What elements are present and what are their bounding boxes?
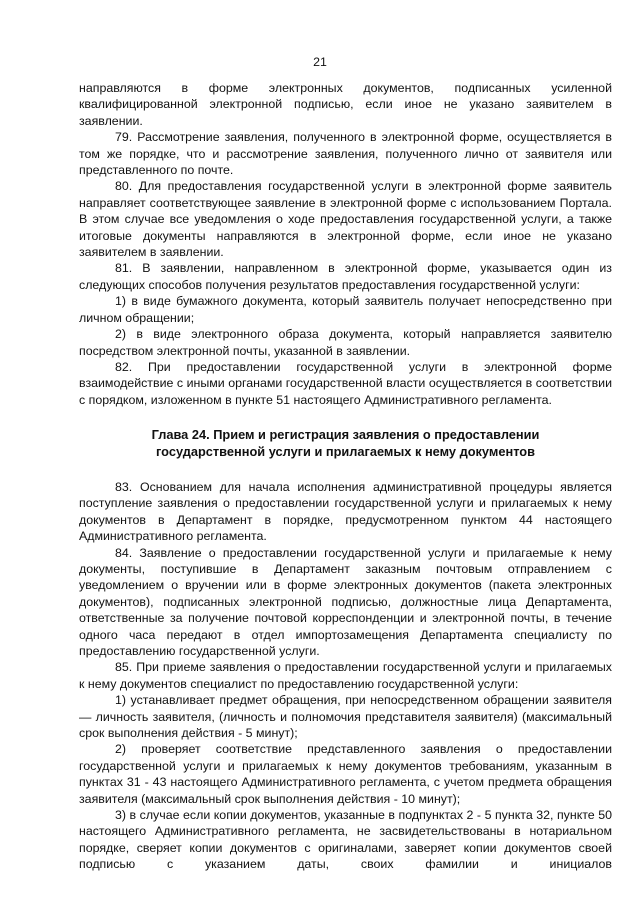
- paragraph: 2) проверяет соответствие представленного заявления о предоставлении государственной услуги и прилагаемых к нему документов требованиям, указанным в пунктах 31 - 43 настоящего Административного регламента, с учетом предмета обращения заявителя (максимальный срок выполнения действия - 10 минут);: [79, 742, 612, 806]
- paragraph: 82. При предоставлении государственной услуги в электронной форме взаимодействие с иными органами государственной власти осуществляется в соответствии с порядком, изложенном в пункте 51 настоящего Административного регламента.: [79, 359, 612, 407]
- paragraph: 1) устанавливает предмет обращения, при непосредственном обращении заявителя — личность заявителя, (личность и полномочия представителя заявителя) (максимальный срок выполнения действия - 5 минут);: [79, 693, 612, 741]
- paragraph: 80. Для предоставления государственной услуги в электронной форме заявитель направляет соответствующее заявление в электронной форме с использованием Портала. В этом случае все уведомления о ходе предоставления государственной услуги, а также итоговые документы направляются в электронной форме, если иное не указано заявителем в заявлении.: [79, 179, 612, 260]
- document-body: [79, 80, 612, 873]
- paragraphs-bottom: [79, 479, 612, 873]
- paragraph: 83. Основанием для начала исполнения административной процедуры является поступление заявления о предоставлении государственной услуги и прилагаемых к нему документов в Департамент в порядке, предусмотренном пунктом 44 настоящего Административного регламента.: [79, 479, 612, 544]
- paragraph: 3) в случае если копии документов, указанные в подпунктах 2 - 5 пункта 32, пункте 50 настоящего Административного регламента, не засвидетельствованы в нотариальном порядке, сверяет копии документов с оригиналами, заверяет копии документов своей подписью с указанием даты, своих фамилии и инициалов: [79, 808, 612, 872]
- chapter-heading: [79, 427, 612, 460]
- paragraph: 84. Заявление о предоставлении государственной услуги и прилагаемые к нему документы, поступившие в Департамент заказным почтовым отправлением с уведомлением о вручении или в форме электронных документов (пакета электронных документов), подписанных электронной подписью, должностные лица Департамента, ответственные за получение почтовой корреспонденции и электронной почты, в течение одного часа передают в отдел импортозамещения Департамента специалисту по предоставлению государственной услуги.: [79, 545, 612, 658]
- paragraph: 2) в виде электронного образа документа, который направляется заявителю посредством электронной почты, указанной в заявлении.: [79, 327, 612, 358]
- chapter-heading-line-2: государственной услуги и прилагаемых к нему документов: [156, 443, 535, 459]
- paragraph: 81. В заявлении, направленном в электронной форме, указывается один из следующих способов получения результатов предоставления государственной услуги:: [79, 261, 612, 292]
- paragraphs-top: [79, 80, 612, 408]
- paragraph: 85. При приеме заявления о предоставлении государственной услуги и прилагаемых к нему документов специалист по предоставлению государственной услуги:: [79, 660, 612, 691]
- paragraph: 79. Рассмотрение заявления, полученного в электронной форме, осуществляется в том же порядке, что и рассмотрение заявления, полученного лично от заявителя или представленного по почте.: [79, 130, 612, 178]
- page-number: 21: [313, 55, 327, 69]
- chapter-heading-line-1: Глава 24. Прием и регистрация заявления о предоставлении: [151, 427, 540, 443]
- paragraph: направляются в форме электронных документов, подписанных усиленной квалифицированной электронной подписью, если иное не указано заявителем в заявлении.: [79, 81, 612, 128]
- paragraph: 1) в виде бумажного документа, который заявитель получает непосредственно при личном обращении;: [79, 294, 612, 325]
